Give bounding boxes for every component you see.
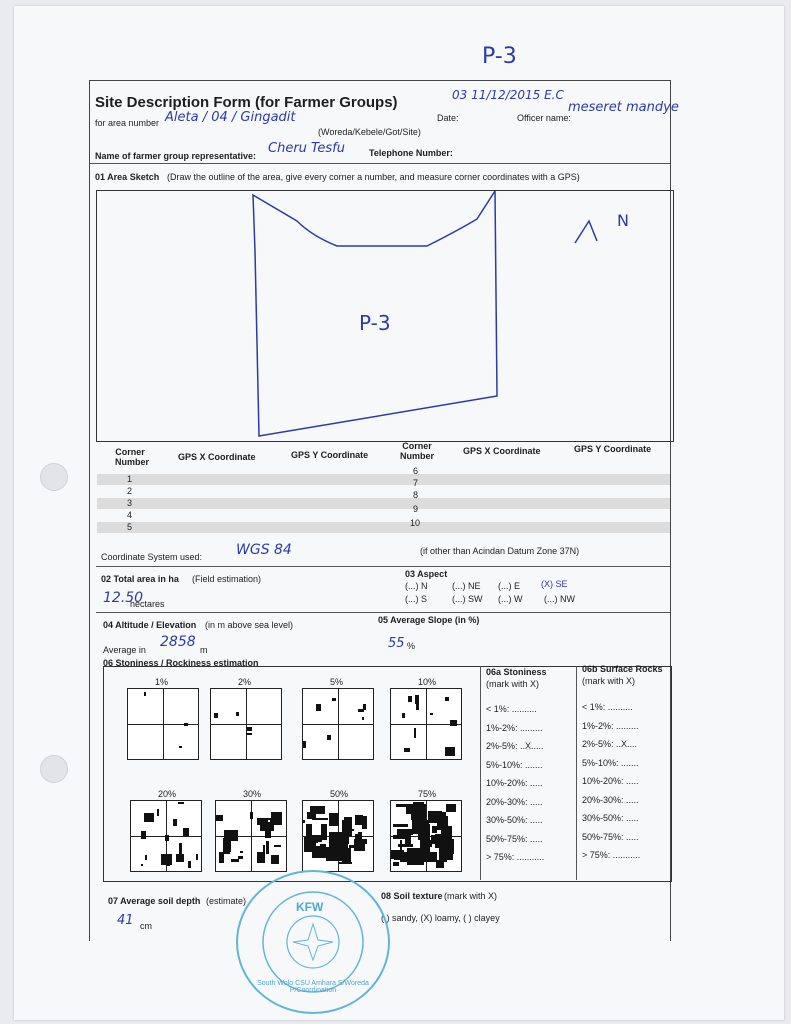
- gps-row: [97, 522, 670, 533]
- stone-mark: [393, 862, 399, 866]
- stone-mark: [144, 813, 154, 822]
- sketch-label: P-3: [359, 311, 391, 335]
- stoniness-a-title: 06a Stoniness: [486, 667, 547, 677]
- stone-mark: [412, 820, 429, 834]
- divider: [89, 163, 670, 164]
- date-label: Date:: [437, 113, 459, 123]
- stone-mark: [327, 735, 331, 740]
- area-value: Aleta / 04 / Gingadit: [165, 110, 296, 125]
- altitude-unit: m: [200, 645, 208, 655]
- stoniness-square: [302, 688, 374, 760]
- stone-mark: [411, 804, 426, 820]
- corner-number: 6: [413, 466, 419, 476]
- section-01-hint: (Draw the outline of the area, give every corner a number, and measure corner coordinates with a GPS): [167, 172, 580, 182]
- stone-mark: [265, 826, 271, 838]
- stone-mark: [414, 728, 416, 738]
- official-stamp: [236, 870, 390, 1014]
- total-area-label: 02 Total area in ha: [101, 574, 179, 584]
- stone-mark: [437, 816, 448, 830]
- stone-mark: [183, 828, 189, 836]
- stoniness-percent-label: 2%: [238, 677, 252, 687]
- stone-mark: [157, 809, 159, 816]
- officer-value: meseret mandye: [568, 100, 679, 115]
- aspect-option: (...) NE: [452, 581, 481, 591]
- stone-mark: [219, 852, 224, 863]
- stoniness-a-option: 5%-10%: .......: [486, 759, 543, 770]
- stone-mark: [303, 820, 305, 823]
- stone-mark: [145, 855, 147, 860]
- total-area-value: 12.50: [103, 590, 144, 606]
- area-hint: (Woreda/Kebele/Got/Site): [318, 127, 421, 137]
- soil-depth-unit: cm: [140, 921, 152, 931]
- gps-header: GPS Y Coordinate: [291, 450, 369, 460]
- stone-mark: [342, 820, 352, 836]
- punch-hole: [40, 755, 68, 783]
- stoniness-square: [390, 688, 462, 760]
- stoniness-percent-label: 50%: [330, 789, 349, 799]
- stoniness-a-hint: (mark with X): [486, 679, 540, 689]
- stoniness-a-option: 1%-2%: .........: [486, 722, 543, 733]
- gps-header: Corner Number: [399, 441, 434, 461]
- corner-number: 3: [127, 498, 133, 508]
- stone-mark: [231, 859, 239, 862]
- stone-mark: [332, 698, 336, 701]
- stone-mark: [184, 723, 188, 726]
- stone-mark: [408, 696, 412, 702]
- soil-texture-hint: (mark with X): [444, 891, 498, 901]
- section-01-label: 01 Area Sketch: [95, 172, 160, 182]
- surface-rocks-option: > 75%: ...........: [582, 850, 641, 860]
- stoniness-square: [130, 800, 202, 872]
- page-tag: P-3: [482, 44, 517, 69]
- stoniness-square: [127, 688, 199, 760]
- soil-texture-options: ( ) sandy, (X) loamy, ( ) clayey: [381, 913, 500, 923]
- stone-mark: [402, 713, 405, 718]
- stone-mark: [329, 813, 339, 826]
- stone-mark: [400, 858, 415, 862]
- stoniness-a-option: 2%-5%: ..X.....: [486, 741, 544, 751]
- stoniness-a-option: 10%-20%: .....: [486, 778, 543, 788]
- total-area-hint: (Field estimation): [192, 574, 262, 584]
- corner-number: 4: [127, 510, 133, 520]
- stone-mark: [446, 804, 456, 812]
- slope-unit: %: [407, 641, 416, 651]
- stone-mark: [246, 733, 252, 735]
- corner-number: 10: [410, 518, 421, 528]
- stone-mark: [176, 854, 184, 862]
- aspect-option: (...) W: [498, 594, 523, 604]
- stone-mark: [250, 812, 253, 819]
- gps-header: GPS Y Coordinate: [574, 444, 652, 454]
- aspect-option: (...) N: [405, 581, 428, 591]
- aspect-option: (...) S: [405, 594, 427, 604]
- stamp-ring-text: South Wolo CSU Amhara S/Woreda P/Coordination: [257, 980, 369, 994]
- stoniness-square: [215, 800, 287, 872]
- soil-texture-label: 08 Soil texture: [381, 891, 443, 901]
- stone-mark: [236, 712, 239, 716]
- gps-row: [97, 498, 670, 509]
- altitude-prefix: Average in: [103, 645, 146, 655]
- stone-mark: [320, 844, 326, 855]
- divider: [96, 612, 670, 613]
- stone-mark: [355, 815, 363, 825]
- corner-number: 7: [413, 478, 419, 488]
- stoniness-a-option: > 75%: ...........: [486, 852, 545, 862]
- aspect-option: (X) SE: [541, 579, 568, 589]
- stone-mark: [161, 854, 172, 865]
- stone-mark: [445, 747, 455, 756]
- stoniness-b-title: 06b Surface Rocks: [582, 664, 663, 674]
- stoniness-percent-label: 20%: [158, 789, 177, 799]
- gps-header: GPS X Coordinate: [178, 452, 256, 462]
- stone-mark: [363, 704, 366, 710]
- stone-mark: [165, 835, 169, 841]
- surface-rocks-option: 50%-75%: .....: [582, 831, 639, 842]
- stone-mark: [312, 818, 328, 820]
- corner-number: 5: [127, 522, 133, 532]
- stone-mark: [179, 746, 182, 748]
- gps-header: GPS X Coordinate: [463, 446, 541, 456]
- corner-number: 1: [127, 474, 133, 484]
- stone-mark: [178, 802, 184, 804]
- stoniness-a-option: 30%-50%: .....: [486, 815, 543, 825]
- rep-value: Cheru Tesfu: [268, 141, 345, 156]
- stone-mark: [450, 720, 457, 726]
- stone-mark: [257, 852, 265, 863]
- stoniness-percent-label: 30%: [243, 789, 262, 799]
- phone-label: Telephone Number:: [369, 148, 453, 158]
- north-arrow-label: N: [617, 211, 629, 230]
- aspect-label: 03 Aspect: [405, 569, 448, 579]
- stone-mark: [303, 741, 306, 748]
- divider: [480, 666, 481, 880]
- stone-mark: [247, 727, 252, 731]
- surface-rocks-option: 30%-50%: .....: [582, 813, 639, 823]
- stone-mark: [274, 845, 281, 847]
- stone-mark: [216, 815, 223, 821]
- stone-mark: [400, 840, 402, 852]
- aspect-option: (...) NW: [544, 594, 575, 604]
- total-area-unit: hectares: [130, 599, 165, 609]
- surface-rocks-option: 1%-2%: .........: [582, 720, 639, 731]
- gps-header: Corner Number: [115, 447, 150, 467]
- stoniness-percent-label: 1%: [155, 677, 169, 687]
- surface-rocks-option: 20%-30%: .....: [582, 794, 639, 805]
- surface-rocks-option: < 1%: ..........: [582, 702, 633, 712]
- stoniness-square: [390, 800, 462, 872]
- stoniness-percent-label: 5%: [330, 677, 344, 687]
- stone-mark: [266, 841, 269, 854]
- soil-depth-hint: (estimate): [206, 896, 247, 906]
- stone-mark: [144, 692, 146, 696]
- stoniness-label: 06 Stoniness / Rockiness estimation: [103, 658, 259, 668]
- stone-mark: [316, 704, 321, 711]
- stone-mark: [271, 855, 279, 864]
- surface-rocks-option: 5%-10%: .......: [582, 757, 639, 768]
- corner-number: 8: [413, 490, 419, 500]
- stone-mark: [214, 713, 218, 718]
- stoniness-a-option: 20%-30%: .....: [486, 796, 543, 807]
- coord-system-label: Coordinate System used:: [101, 552, 203, 562]
- stoniness-a-option: 50%-75%: .....: [486, 833, 543, 844]
- stone-mark: [179, 843, 182, 855]
- slope-label: 05 Average Slope (in %): [378, 615, 480, 625]
- officer-label: Officer name:: [517, 113, 571, 123]
- form-title: Site Description Form (for Farmer Groups): [95, 94, 398, 111]
- date-value: 03 11/12/2015 E.C: [452, 88, 564, 102]
- stoniness-a-option: < 1%: ..........: [486, 704, 537, 714]
- stone-mark: [362, 717, 364, 720]
- stone-mark: [393, 824, 408, 827]
- soil-depth-label: 07 Average soil depth: [108, 896, 201, 906]
- stamp-center-text: KFW: [296, 900, 324, 914]
- corner-number: 2: [127, 486, 133, 496]
- stone-mark: [271, 812, 282, 825]
- corner-number: 9: [413, 504, 419, 514]
- stone-mark: [240, 851, 243, 853]
- area-label: for area number: [95, 118, 160, 128]
- altitude-hint: (in m above sea level): [205, 620, 294, 630]
- soil-depth-value: 41: [117, 913, 134, 928]
- altitude-value: 2858: [160, 634, 196, 650]
- stoniness-percent-label: 10%: [418, 677, 437, 687]
- divider: [576, 666, 577, 880]
- stone-mark: [196, 854, 198, 860]
- gps-row: [97, 474, 670, 485]
- slope-value: 55: [388, 636, 405, 651]
- stone-mark: [304, 837, 316, 852]
- stone-mark: [223, 838, 231, 852]
- stone-mark: [430, 713, 433, 715]
- stone-mark: [188, 861, 191, 868]
- rep-label: Name of farmer group representative:: [95, 151, 257, 161]
- stone-mark: [173, 819, 177, 826]
- coord-system-hint: (if other than Acindan Datum Zone 37N): [420, 546, 580, 556]
- stone-mark: [441, 839, 454, 854]
- stone-mark: [141, 864, 143, 866]
- coord-system-value: WGS 84: [236, 542, 292, 558]
- stone-mark: [439, 856, 447, 862]
- stone-mark: [416, 701, 419, 710]
- aspect-option: (...) SW: [452, 594, 483, 604]
- stone-mark: [361, 839, 367, 844]
- surface-rocks-option: 2%-5%: ..X....: [582, 739, 638, 749]
- stone-mark: [342, 848, 351, 863]
- stone-mark: [257, 820, 268, 825]
- stoniness-square: [210, 688, 282, 760]
- divider: [96, 566, 670, 567]
- stoniness-percent-label: 75%: [418, 789, 437, 799]
- area-sketch: [96, 190, 674, 442]
- stoniness-b-hint: (mark with X): [582, 676, 636, 686]
- stone-mark: [404, 748, 410, 752]
- stone-mark: [355, 834, 360, 849]
- stone-mark: [397, 829, 413, 835]
- stone-mark: [419, 852, 437, 862]
- stone-mark: [257, 818, 271, 820]
- aspect-option: (...) E: [498, 581, 520, 591]
- punch-hole: [40, 463, 68, 491]
- stone-mark: [141, 831, 146, 839]
- stone-mark: [445, 697, 449, 701]
- altitude-label: 04 Altitude / Elevation: [103, 620, 197, 630]
- surface-rocks-option: 10%-20%: .....: [582, 776, 639, 786]
- stoniness-square: [302, 800, 374, 872]
